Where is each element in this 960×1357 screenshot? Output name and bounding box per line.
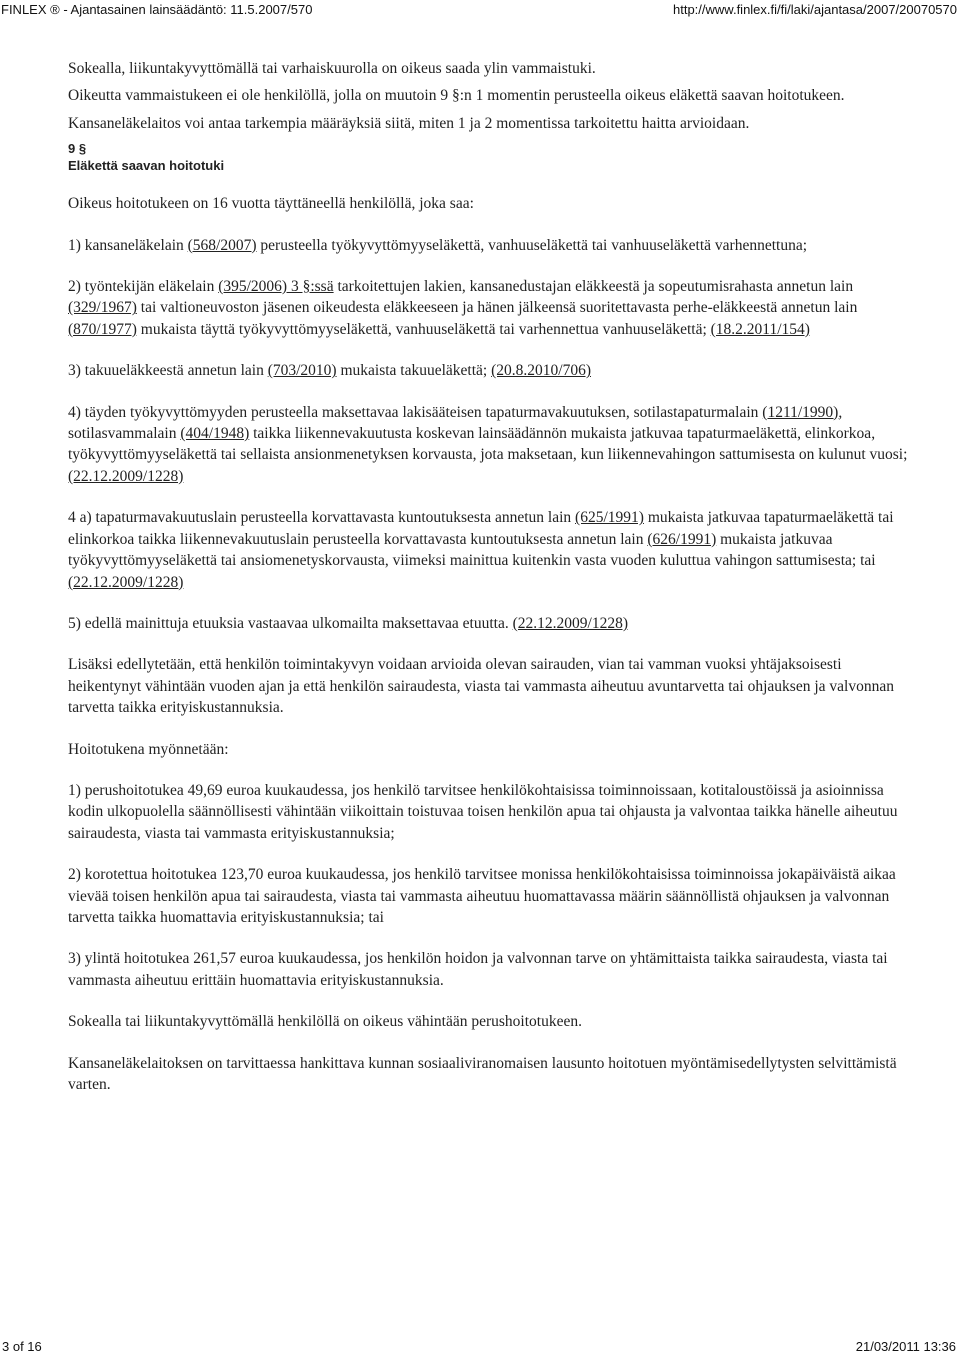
print-header bbox=[0, 0, 960, 22]
print-timestamp: 21/03/2011 13:36 bbox=[855, 1339, 956, 1354]
paragraph-lisaksi: Lisäksi edellytetään, että henkilön toimintakyvyn voidaan arvioida olevan sairauden, vian tai vamman vuoksi yhtäjaksoisesti heikentynyt vähintään vuoden ajan ja että henkilön sairaudesta, viasta tai vammasta aiheutuu avuntarvetta tai ohjauksen ja valvonnan tarvetta taikka erityiskustannuksia. bbox=[68, 656, 894, 717]
paragraph-sokealla: Sokealla tai liikuntakyvyttömällä henkilöllä on oikeus vähintään perushoitotukeen. bbox=[68, 1013, 582, 1031]
section-title: Eläkettä saavan hoitotuki bbox=[68, 158, 225, 174]
amendment-reference-link[interactable]: (20.8.2010/706) bbox=[491, 362, 591, 380]
item-text: tarkoitettujen lakien, kansanedustajan eläkkeestä ja sopeutumisrahasta annetun lain bbox=[333, 278, 854, 296]
item-text: 4) täyden työkyvyttömyyden perusteella maksettavaa lakisääteisen tapaturmavakuutuksen, sotilastapaturmalain bbox=[68, 403, 763, 421]
paragraph-hoitotukena: Hoitotukena myönnetään: bbox=[68, 740, 229, 758]
grant-item-3: 3) ylintä hoitotukea 261,57 euroa kuukaudessa, jos henkilön hoidon ja valvonnan tarve on yhtämittaista taikka sairaudesta, viasta tai vammasta aiheutuu erittäin huomattavia erityiskustannuksia. bbox=[68, 950, 888, 989]
item-text: 2) työntekijän eläkelain bbox=[68, 278, 219, 296]
amendment-reference-link[interactable]: (18.2.2011/154) bbox=[710, 320, 810, 338]
list-item-4 bbox=[68, 402, 908, 488]
grant-item-1: 1) perushoitotukea 49,69 euroa kuukaudessa, jos henkilö tarvitsee henkilökohtaisissa toiminnoissaan, kotitaloustöissä ja asioinnissa kodin ulkopuolella säännöllisesti vähintään viikoittain toistuvaa toisen henkilön apua tai ohjausta ja valvontaa taikka hänelle aiheutuu sairaudesta, viasta tai vammasta erityiskustannuksia; bbox=[68, 781, 898, 842]
item-text: taikka liikennevakuutusta koskevan lainsäädännön mukaista jatkuvaa tapaturmaeläkettä, elinkorkoa, työkyvyttömyyseläkettä tai sellaista ansionmenetyksen korvausta, jota maksetaan, kun liikennevahingon sattumisesta on kulunut vuosi; bbox=[68, 425, 908, 464]
law-reference-link[interactable]: (1211/1990) bbox=[762, 403, 839, 421]
intro-paragraph-3: Kansaneläkelaitos voi antaa tarkempia määräyksiä siitä, miten 1 ja 2 momentissa tarkoitettu haitta arvioidaan. bbox=[68, 114, 750, 132]
print-footer bbox=[0, 1337, 960, 1357]
header-url: http://www.finlex.fi/fi/laki/ajantasa/2007/20070570 bbox=[672, 2, 957, 17]
item-text: , sotilasvammalain bbox=[68, 403, 843, 443]
item-text: perusteella työkyvyttömyyseläkettä, vanhuuseläkettä tai vanhuuseläkettä varhennettuna; bbox=[256, 236, 808, 254]
list-item-2 bbox=[68, 276, 908, 340]
item-text: mukaista täyttä työkyvyttömyyseläkettä, vanhuuseläkettä tai varhennettua vanhuuseläkettä; bbox=[136, 320, 711, 338]
item-text: tai valtioneuvoston jäsenen oikeudesta eläkkeeseen ja hänen jälkeensä suoritettavasta perhe-eläkkeestä annetun lain bbox=[136, 299, 858, 317]
paragraph-kansanelakelaitos: Kansaneläkelaitoksen on tarvittaessa hankittava kunnan sosiaaliviranomaisen lausunto hoitotuen myöntämisedellytysten selvittämistä varten. bbox=[68, 1054, 897, 1093]
item-text: 1) kansaneläkelain bbox=[68, 236, 188, 254]
section-heading bbox=[68, 140, 908, 174]
document-body bbox=[68, 58, 908, 1115]
amendment-reference-link[interactable]: (22.12.2009/1228) bbox=[68, 467, 184, 485]
amendment-reference-link[interactable]: (22.12.2009/1228) bbox=[68, 573, 184, 591]
item-text: mukaista jatkuvaa tapaturmaeläkettä tai elinkorkoa taikka liikennevakuutuslain perusteella korvattavasta kuntoutuksesta annetun lain bbox=[68, 509, 894, 548]
law-reference-link[interactable]: (626/1991) bbox=[647, 530, 717, 548]
section-lead: Oikeus hoitotukeen on 16 vuotta täyttäneellä henkilöllä, joka saa: bbox=[68, 195, 474, 213]
item-text: mukaista jatkuvaa työkyvyttömyyseläkettä tai ansiomenetyskorvausta, viimeksi mainittua kuitenkin vasta vuoden kuluttua vahingon sattumisesta; tai bbox=[68, 530, 876, 570]
list-item-1 bbox=[68, 235, 908, 256]
law-reference-link[interactable]: (703/2010) bbox=[267, 362, 337, 380]
law-reference-link[interactable]: (404/1948) bbox=[180, 425, 250, 443]
list-item-5 bbox=[68, 613, 908, 634]
page-counter: 3 of 16 bbox=[2, 1339, 42, 1354]
item-text: 5) edellä mainittuja etuuksia vastaavaa ulkomailta maksettavaa etuutta. bbox=[68, 614, 513, 632]
law-reference-link[interactable]: (870/1977) bbox=[68, 320, 137, 338]
law-reference-link[interactable]: (568/2007) bbox=[187, 236, 257, 254]
item-text: 4 a) tapaturmavakuutuslain perusteella korvattavasta kuntoutuksesta annetun lain bbox=[68, 509, 576, 527]
intro-paragraph-2: Oikeutta vammaistukeen ei ole henkilöllä, jolla on muutoin 9 §:n 1 momentin perusteella oikeus eläkettä saavan hoitotukeen. bbox=[68, 87, 845, 105]
section-number: 9 § bbox=[68, 141, 87, 157]
list-item-3 bbox=[68, 360, 908, 381]
intro-paragraph-1: Sokealla, liikuntakyvyttömällä tai varhaiskuurolla on oikeus saada ylin vammaistuki. bbox=[68, 60, 596, 77]
law-reference-link[interactable]: (625/1991) bbox=[575, 509, 644, 527]
list-item-4a bbox=[68, 507, 908, 593]
item-text: mukaista takuueläkettä; bbox=[336, 362, 492, 380]
header-title: FINLEX ® - Ajantasainen lainsäädäntö: 11.5.2007/570 bbox=[1, 2, 313, 17]
law-reference-link[interactable]: (395/2006) 3 §:ssä bbox=[218, 278, 334, 296]
law-reference-link[interactable]: (329/1967) bbox=[68, 299, 137, 317]
amendment-reference-link[interactable]: (22.12.2009/1228) bbox=[512, 614, 628, 632]
grant-item-2: 2) korotettua hoitotukea 123,70 euroa kuukaudessa, jos henkilö tarvitsee monissa henkilökohtaisissa toiminnoissa jokapäiväistä aikaa vievää toisen henkilön apua tai sairaudesta, viasta tai vammasta aiheutuu huomattavassa määrin säännöllistä ohjauksen ja valvonnan tarvetta taikka huomattavia erityiskustannuksia; tai bbox=[68, 866, 896, 926]
item-text: 3) takuueläkkeestä annetun lain bbox=[68, 362, 268, 380]
